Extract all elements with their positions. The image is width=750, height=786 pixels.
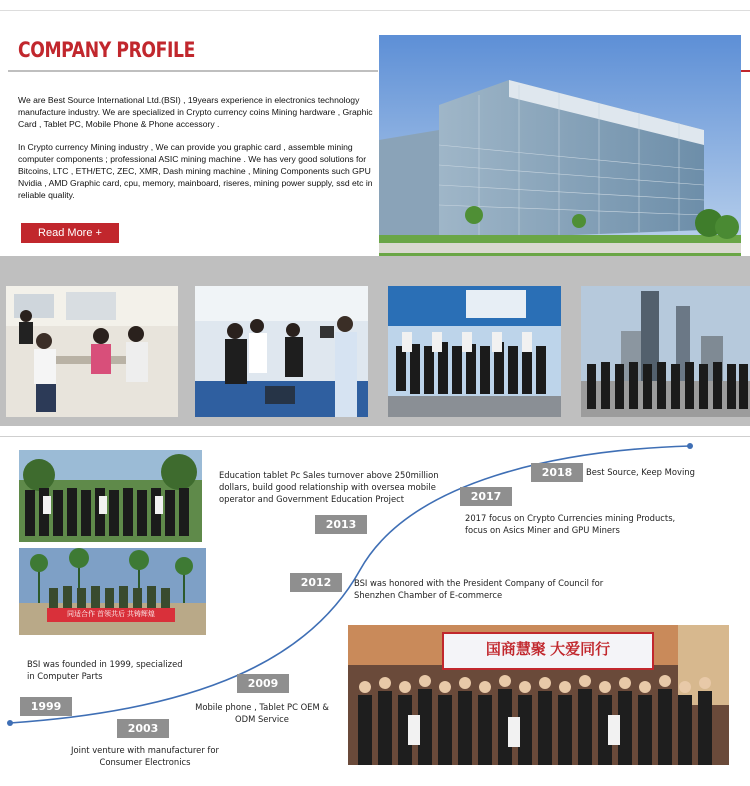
trade-show-booth-photo <box>195 286 368 417</box>
team-photo-outdoor <box>19 450 202 542</box>
banner-text: 同适合作 首领共后 共铸辉煌 <box>67 611 155 618</box>
year-badge-2018: 2018 <box>531 463 583 482</box>
title-divider-accent <box>740 70 750 72</box>
year-badge-2012: 2012 <box>290 573 342 592</box>
title-divider <box>8 70 378 72</box>
profile-paragraph-2: In Crypto currency Mining industry , We can provide you graphic card , assemble mining computer components ; professional ASIC mining machine . We has very good solutions for Bitcoins, LTC , ETH/ETC, ZEC, XMR, Dash mining machine , Mining Components such GPU Nvidia , AMD Graphic card, cpu, memory, mainboard, riseres, mining power supply, ssd etc in reliable quality. <box>18 142 373 200</box>
event-text-2003: Joint venture with manufacturer for Consumer Electronics <box>71 745 219 767</box>
section-divider <box>0 436 750 437</box>
year-badge-2009: 2009 <box>237 674 289 693</box>
showroom-meeting-photo <box>6 286 178 417</box>
event-text-2013: Education tablet Pc Sales turnover above 250million dollars, build good relationship with oversea mobile operator and Government Education Project <box>219 470 439 504</box>
year-badge-2013: 2013 <box>315 515 367 534</box>
profile-paragraph-1: We are Best Source International Ltd.(BSI) , 19years experience in electronics technology manufacture industry. We are specialized in Crypto currency coins Mining hardware , Graphic Card , Tablet PC, Mobile Phone & Phone accessory . <box>18 95 373 129</box>
team-group-photo-indoor <box>388 286 561 417</box>
page-title: COMPANY PROFILE <box>18 38 195 62</box>
year-badge-1999: 1999 <box>20 697 72 716</box>
team-group-photo-city <box>581 286 750 417</box>
profile-description <box>18 94 376 212</box>
top-strip <box>0 0 750 11</box>
event-text-2018: Best Source, Keep Moving <box>586 467 695 477</box>
read-more-button[interactable]: Read More + <box>21 223 119 243</box>
year-badge-2017: 2017 <box>460 487 512 506</box>
event-text-2017: 2017 focus on Crypto Currencies mining Products, focus on Asics Miner and GPU Miners <box>465 513 676 535</box>
team-photo-banner <box>19 548 206 635</box>
event-banner-text: 国商慧聚 大爱同行 <box>485 641 611 658</box>
event-text-2009: Mobile phone , Tablet PC OEM & ODM Service <box>195 702 329 724</box>
event-text-1999: BSI was founded in 1999, specialized in Computer Parts <box>27 659 183 681</box>
event-group-photo <box>348 625 729 765</box>
event-text-2012: BSI was honored with the President Company of Council for Shenzhen Chamber of E-commerce <box>354 578 604 600</box>
year-badge-2003: 2003 <box>117 719 169 738</box>
office-building-photo <box>379 35 741 272</box>
